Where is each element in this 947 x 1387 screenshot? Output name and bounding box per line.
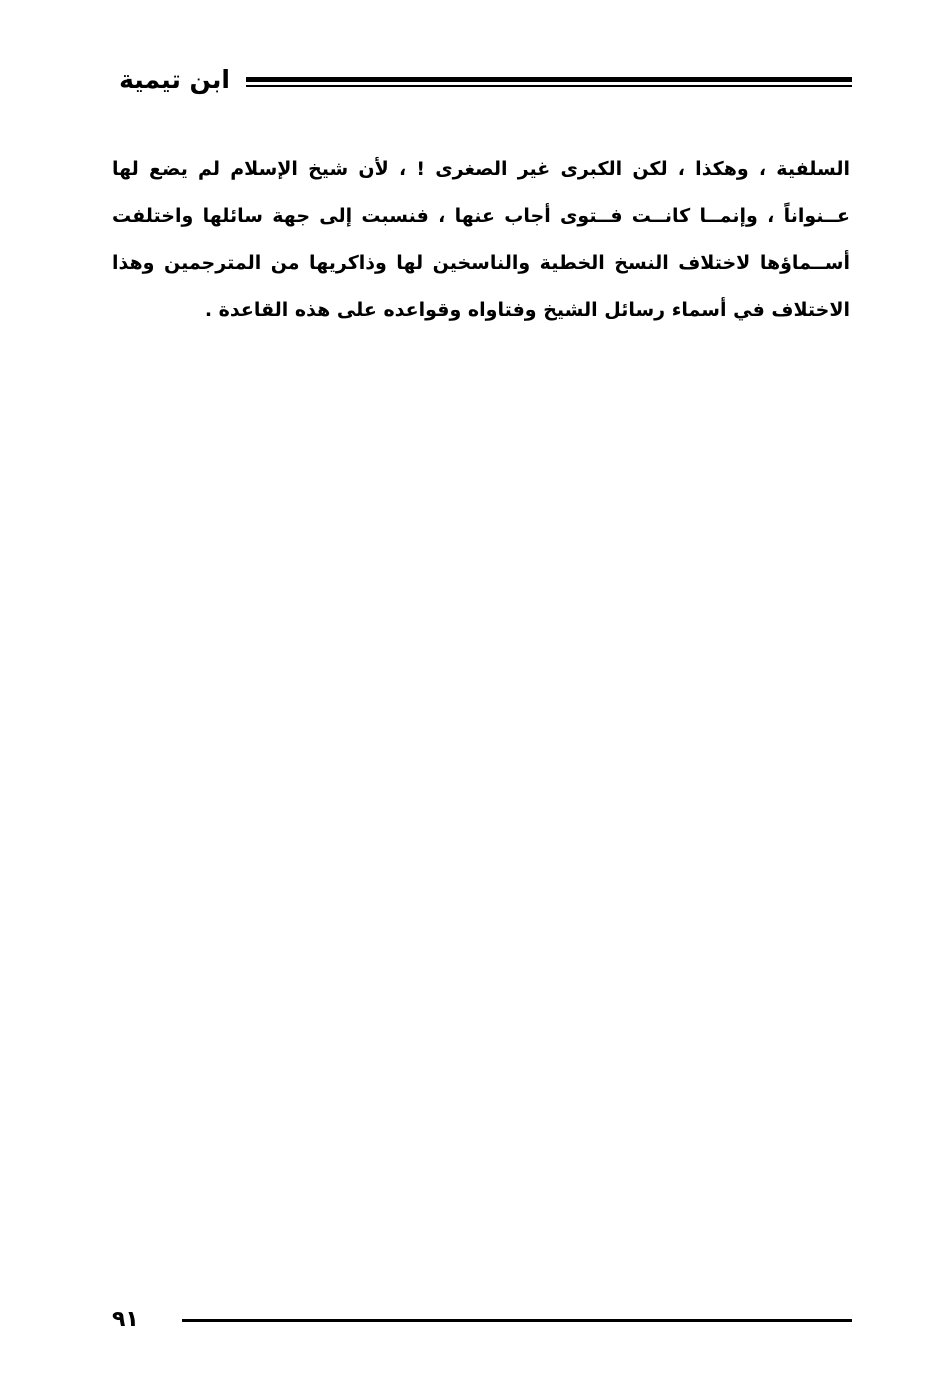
header-double-rule (246, 77, 852, 87)
page-footer (112, 1302, 852, 1338)
header-rule-thick (246, 77, 852, 82)
footer-rule (182, 1319, 852, 1322)
paragraph-text: ، وهكذا ، لكن الكبرى غير الصغرى ! ، لأن شيخ الإسلام لم يضع لها عــنواناً ، وإنمــا كانــت فــتوى أجاب عنها ، فنسبت إلى جهة سائلها واختلفت أســماؤها لاختلاف النسخ الخطية والناسخين لها وذاكريها من المترجمين وهذا الاختلاف في أسماء رسائل الشيخ وفتاواه وقواعده على هذه القاعدة . (112, 158, 850, 321)
lead-word: السلفية (776, 158, 850, 180)
header-rule-thin (246, 85, 852, 87)
page-number: ٩١ (112, 1307, 139, 1332)
body-paragraph (112, 146, 850, 334)
page-header (110, 62, 852, 102)
running-title: ابن تيمية (119, 65, 230, 94)
